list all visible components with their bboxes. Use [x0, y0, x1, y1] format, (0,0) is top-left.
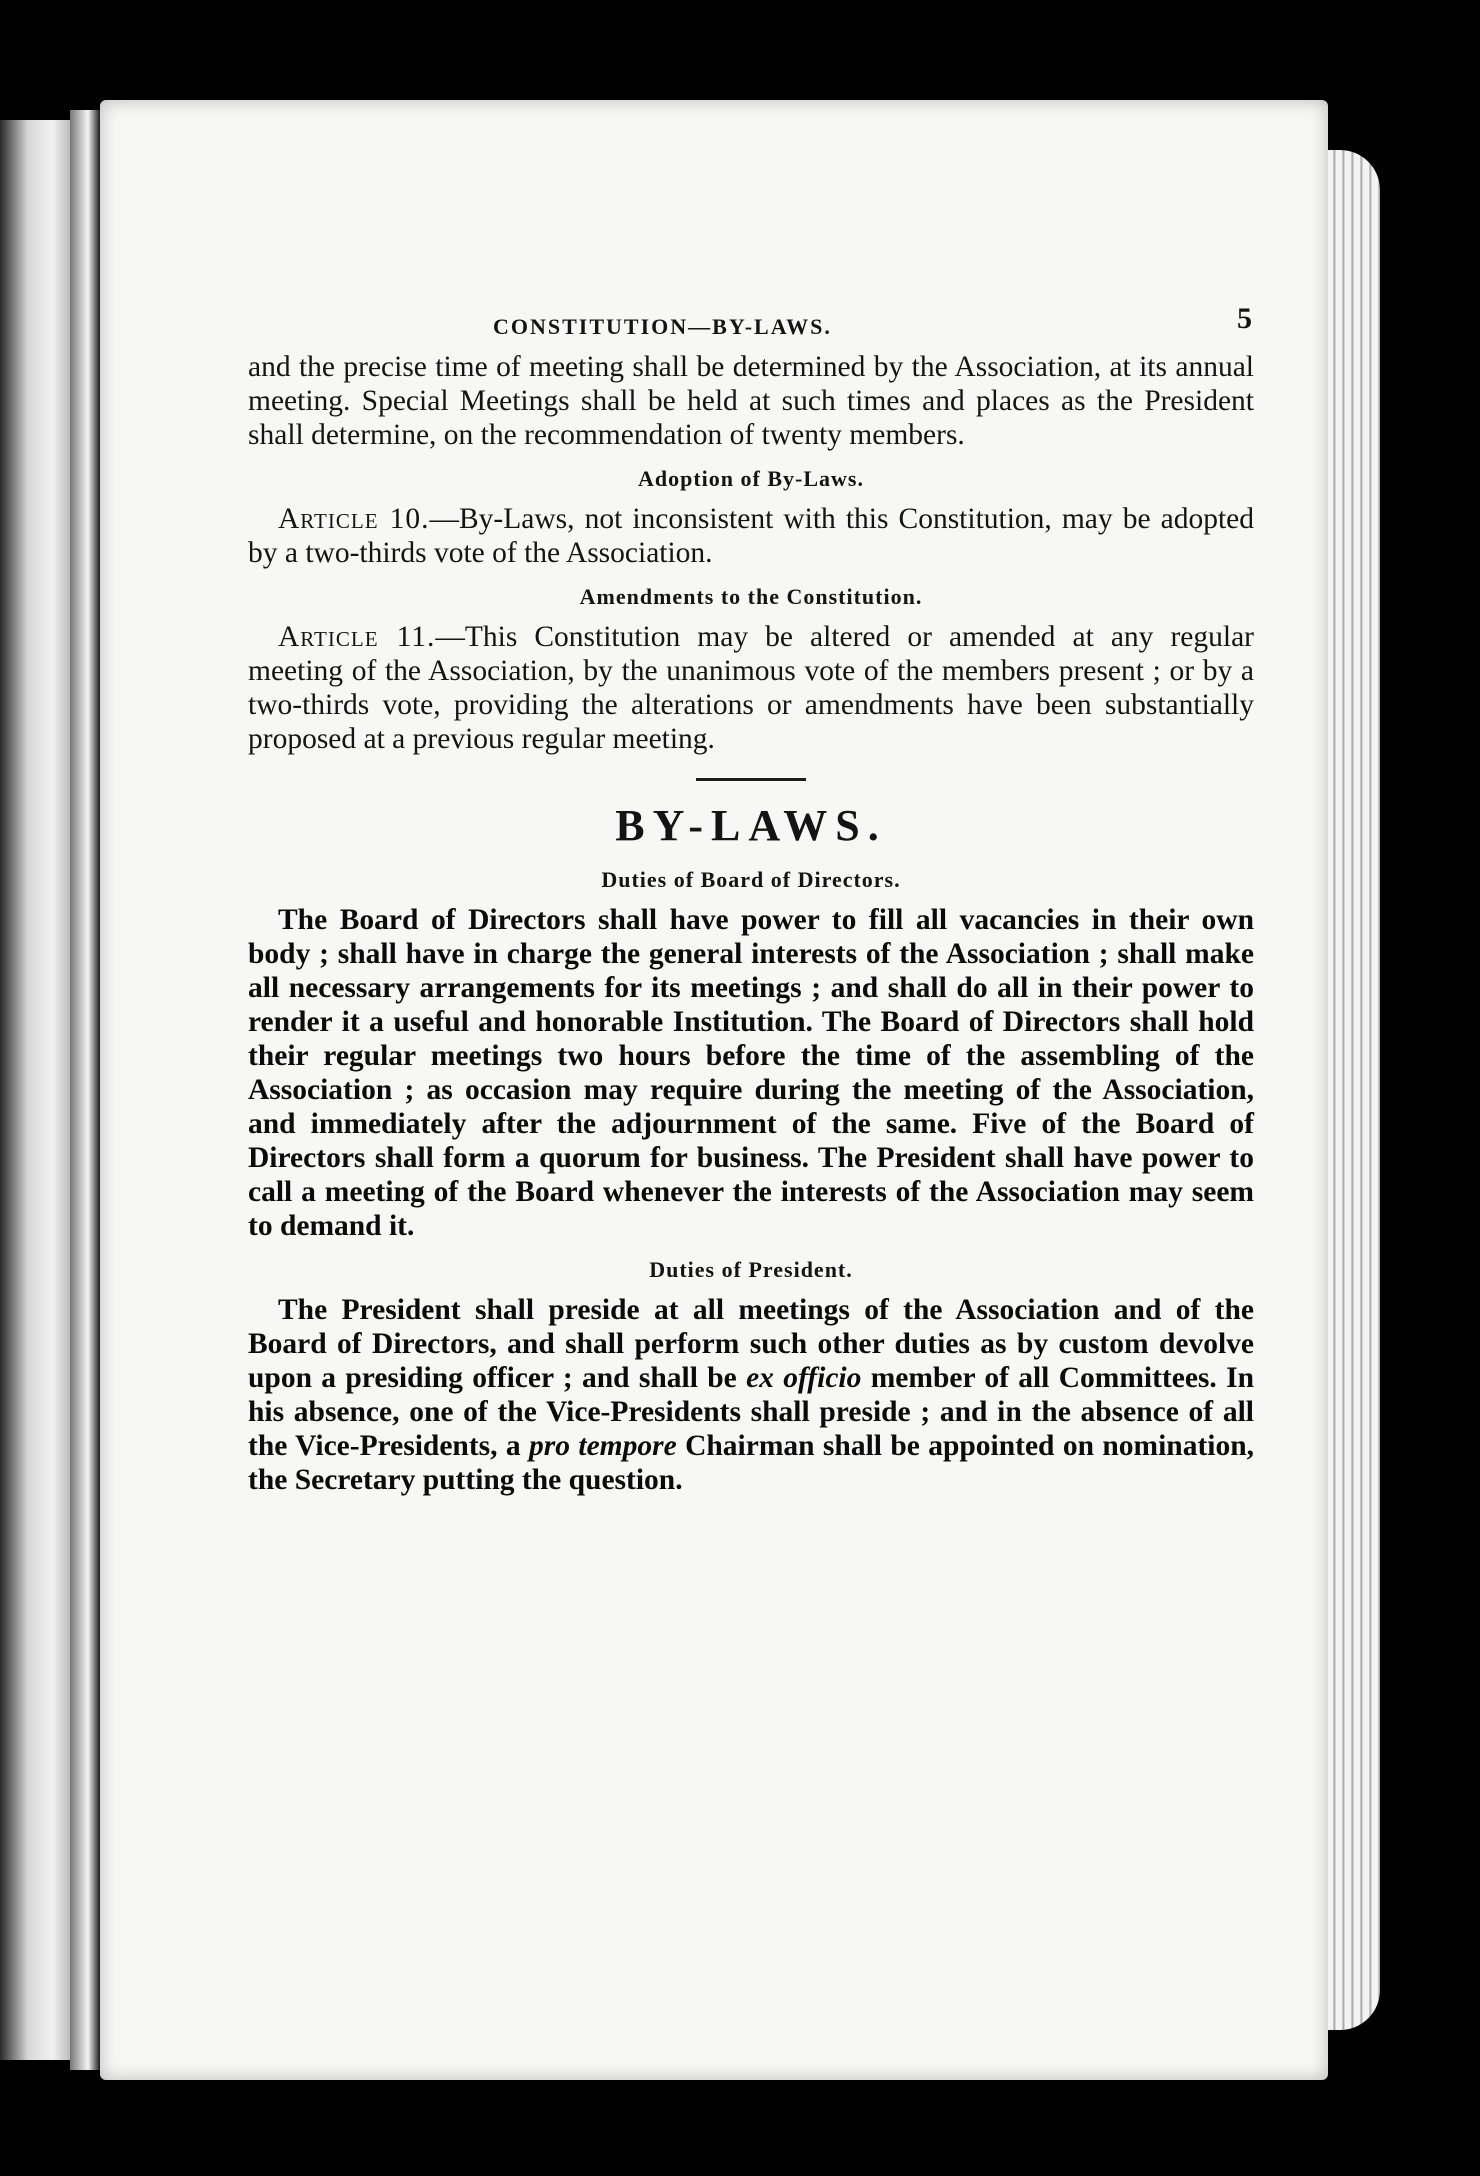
article-11-label: Article 11.	[278, 621, 436, 653]
adjacent-page-edge	[0, 120, 70, 2060]
book-gutter	[70, 110, 100, 2070]
president-text-part1: The President shall preside at all meetings of the Association and of the Board of Directors, and shall perform such other duties as by custom devolve upon a presiding officer ; and shall be	[248, 1294, 1254, 1394]
heading-adoption-of-bylaws: Adoption of By-Laws.	[638, 466, 864, 491]
heading-board-duties: Duties of Board of Directors.	[601, 867, 901, 892]
bylaws-title: BY-LAWS.	[615, 801, 887, 850]
heading-president-duties: Duties of President.	[649, 1257, 853, 1282]
page-content	[248, 300, 1254, 1497]
paragraph-board-duties: The Board of Directors shall have power to fill all vacancies in their own body ; shall have in charge the general interests of the Association ; shall make all necessary arrangements for its meetings ; and shall do all in their power to render it a useful and honorable Institution. The Board of Directors shall hold their regular meetings two hours before the time of the assembling of the Association ; as occasion may require during the meeting of the Association, and immediately after the adjournment of the same. Five of the Board of Directors shall form a quorum for business. The President shall have power to call a meeting of the Board whenever the interests of the Association may seem to demand it.	[248, 904, 1254, 1242]
book-page	[100, 100, 1328, 2080]
article-10	[248, 502, 1254, 570]
president-text-part2: member of all Committees. In his absence, one of the Vice-Presidents shall preside ; and in the absence of all the Vice-Presidents, a	[248, 1362, 1254, 1462]
president-text-ex-officio: ex officio	[746, 1362, 862, 1394]
article-10-label: Article 10.	[278, 503, 430, 535]
paragraph-president-duties	[248, 1293, 1254, 1497]
running-head-title: CONSTITUTION—BY-LAWS.	[493, 314, 832, 339]
article-10-text: —By-Laws, not inconsistent with this Constitution, may be adopted by a two-thirds vote of the Association.	[248, 503, 1254, 569]
president-text-pro-tempore: pro tempore	[529, 1430, 677, 1462]
president-text-part3: Chairman shall be appointed on nomination, the Secretary putting the question.	[248, 1430, 1254, 1496]
article-11-text: —This Constitution may be altered or amended at any regular meeting of the Association, by the unanimous vote of the members present ; or by a two-thirds vote, providing the alterations or amendments have been substantially proposed at a previous regular meeting.	[248, 621, 1254, 755]
running-head	[248, 300, 1254, 350]
heading-amendments: Amendments to the Constitution.	[579, 584, 923, 609]
page-number: 5	[1237, 302, 1254, 335]
paragraph-meetings: and the precise time of meeting shall be determined by the Association, at its annual meeting. Special Meetings shall be held at such times and places as the President shall determine, on the recommendation of twenty members.	[248, 351, 1254, 451]
article-11	[248, 620, 1254, 756]
section-divider	[696, 778, 806, 781]
